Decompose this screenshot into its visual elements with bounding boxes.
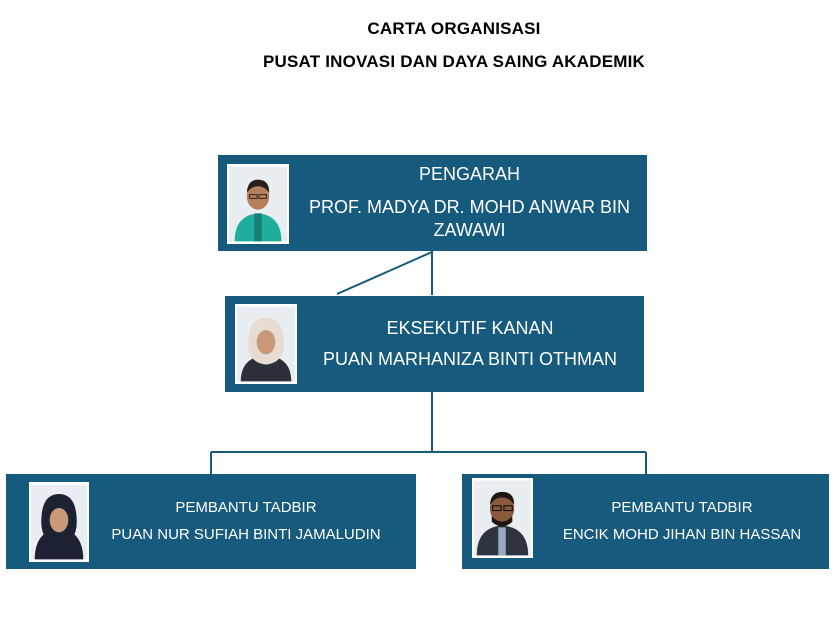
senior-executive-name: PUAN MARHANIZA BINTI OTHMAN xyxy=(322,349,618,369)
director-box xyxy=(218,155,647,251)
director-photo xyxy=(227,164,289,244)
staff-role: PEMBANTU TADBIR xyxy=(611,499,753,516)
chart-subtitle: PUSAT INOVASI DAN DAYA SAING AKADEMIK xyxy=(262,52,646,71)
staff-role: PEMBANTU TADBIR xyxy=(175,499,317,516)
person-male-icon xyxy=(474,480,531,556)
senior-executive-box xyxy=(225,296,644,392)
staff-box xyxy=(462,474,829,569)
director-name: PROF. MADYA DR. MOHD ANWAR BIN ZAWAWI xyxy=(308,197,631,240)
staff-name: ENCIK MOHD JIHAN BIN HASSAN xyxy=(562,526,802,543)
person-female-icon xyxy=(237,306,295,382)
chart-title: CARTA ORGANISASI xyxy=(367,19,541,38)
staff-name: PUAN NUR SUFIAH BINTI JAMALUDIN xyxy=(111,526,381,543)
staff-photo xyxy=(472,478,533,558)
person-female-icon xyxy=(31,484,87,560)
senior-executive-role: EKSEKUTIF KANAN xyxy=(386,318,554,338)
staff-box xyxy=(6,474,416,569)
connector-director-exec-diag xyxy=(337,252,432,294)
director-role: PENGARAH xyxy=(418,164,521,184)
senior-executive-photo xyxy=(235,304,297,384)
staff-photo xyxy=(29,482,89,562)
person-male-icon xyxy=(229,166,287,242)
